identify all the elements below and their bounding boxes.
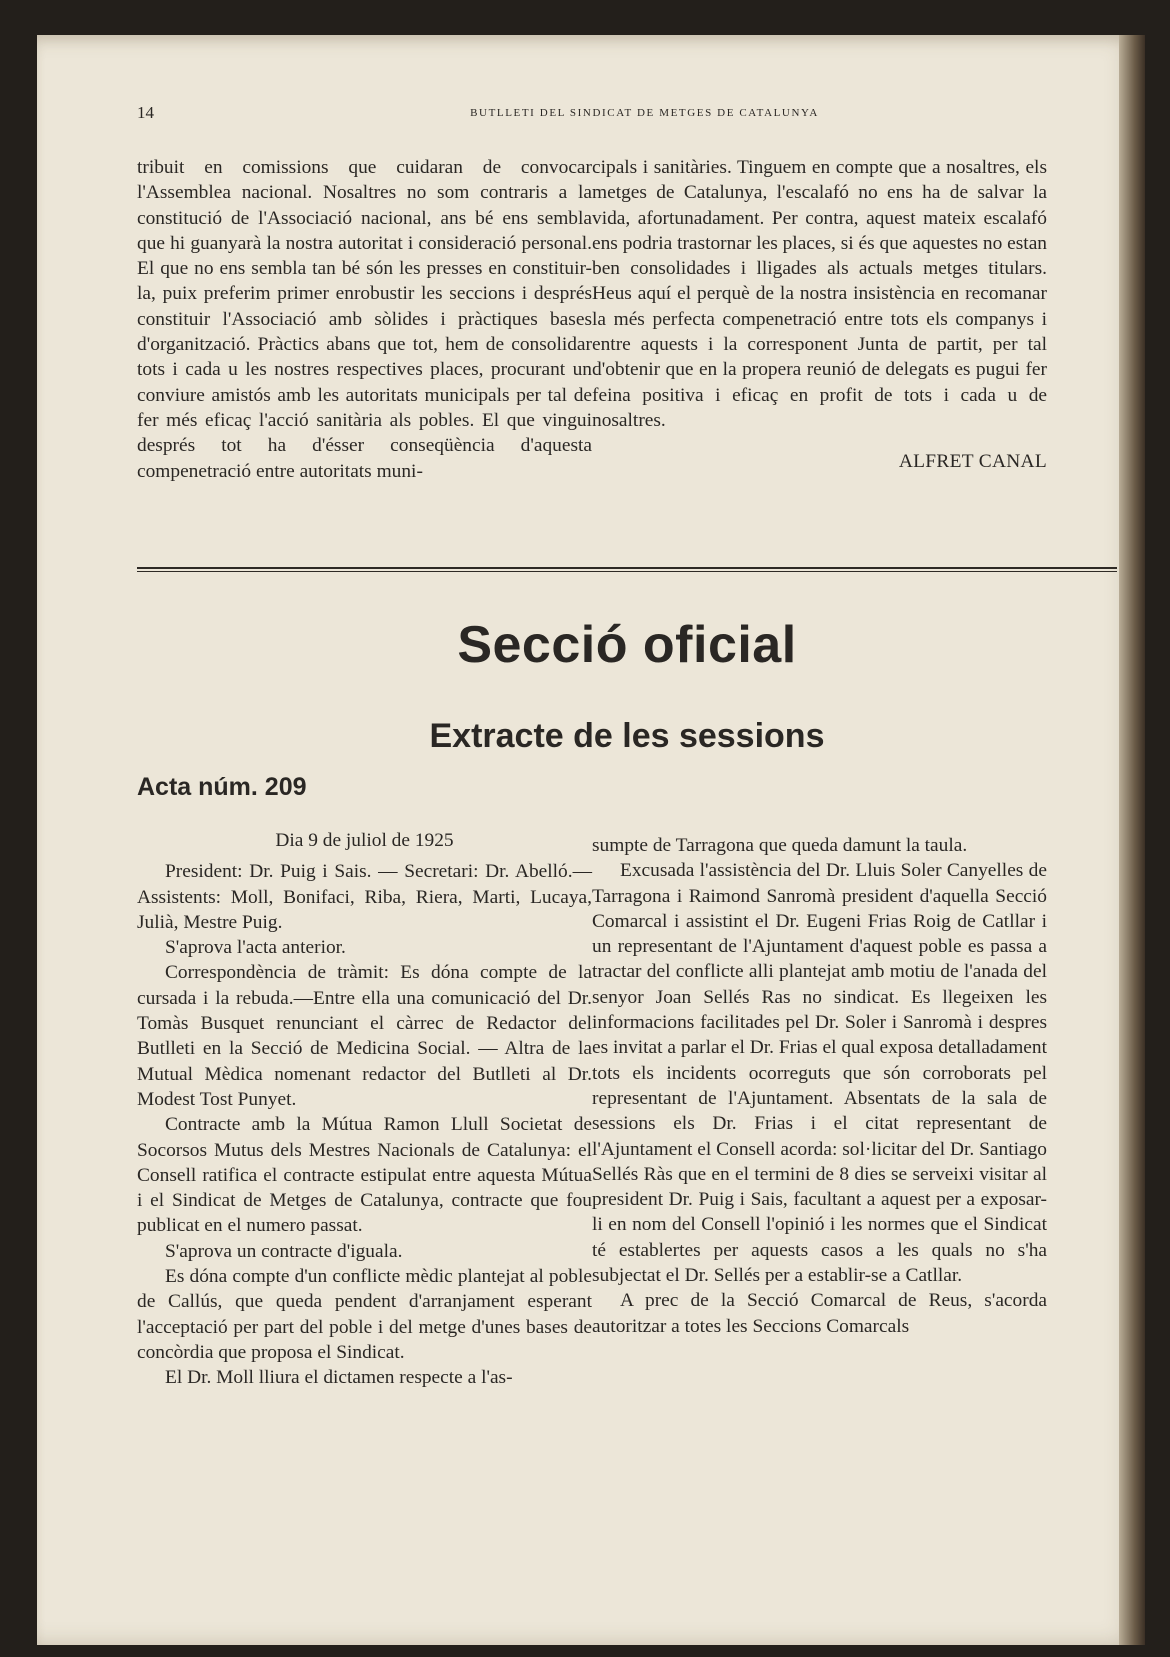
section-divider-thin	[137, 571, 1117, 572]
paragraph: tribuit en comissions que cuidaran de convocar l'Assemblea nacional. Nosaltres no som contraris a la constitució de l'Associació nacional, ans bé ens sembla que hi guanyarà la nostra autoritat i consideració personal. El que no ens sembla tan bé són les presses en constituir-la, puix preferim primer enrobustir les seccions i després constituir l'Associació amb sòlides i pràctiques bases d'organització. Pràctics abans que tot, hem de consolidar tots i cada u les nostres respectives places, procurant un conviure amistós amb les autoritats municipals per tal de fer més eficaç l'acció sanitària als pobles. El que vingui després tot ha d'ésser conseqüència d'aquesta compenetració entre autoritats muni-	[137, 157, 592, 482]
paragraph: President: Dr. Puig i Sais. — Secretari: Dr. Abelló.—Assistents: Moll, Bonifaci, Riba, Riera, Marti, Lucaya, Julià, Mestre Puig.	[137, 861, 592, 933]
section-divider-thick	[137, 567, 1117, 569]
top-right-column	[592, 155, 1047, 475]
paragraph: El Dr. Moll lliura el dictamen respecte a l'as-	[165, 1367, 513, 1389]
page	[37, 35, 1145, 1645]
paragraph: Correspondència de tràmit: Es dóna compte de la cursada i la rebuda.—Entre ella una comunicació del Dr. Tomàs Busquet renunciant el càrrec de Redactor del Butlleti en la Secció de Medicina Social. — Altra de la Mutual Mèdica nomenant redactor del Butlleti al Dr. Modest Tost Punyet.	[137, 962, 592, 1110]
top-left-column	[137, 155, 592, 484]
paragraph: cipals i sanitàries. Tinguem en compte que a nosaltres, els metges de Catalunya, l'escalafó no ens ha de salvar la vida, afortunadament. Per contra, aquest mateix escalafó ens podria trastornar les places, si és que aquestes no estan ben consolidades i lligades als actuals metges titulars. Heus aquí el perquè de la nostra insistència en recomanar la més perfecta compenetració entre tots els companys i entre aquests i la corresponent Junta de partit, per tal d'obtenir que en la propera reunió de delegats es pugui fer feina positiva i eficaç en profit de tots i cada u de nosaltres.	[592, 157, 1047, 431]
session-date: Dia 9 de juliol de 1925	[275, 830, 454, 851]
paragraph: S'aprova l'acta anterior.	[165, 937, 346, 959]
paragraph: S'aprova un contracte d'iguala.	[165, 1240, 403, 1262]
book-spine	[1119, 35, 1145, 1645]
page-number: 14	[137, 103, 154, 122]
section-subtitle: Extracte de les sessions	[429, 717, 825, 755]
section-title: Secció oficial	[457, 616, 797, 674]
paragraph: A prec de la Secció Comarcal de Reus, s'acorda autoritzar a totes les Seccions Comarcals	[592, 1290, 1047, 1337]
bottom-right-column	[592, 833, 1047, 1339]
paragraph: Es dóna compte d'un conflicte mèdic plantejat al poble de Callús, que queda pendent d'arranjament esperant l'acceptació per part del poble i del metge d'unes bases de concòrdia que proposa el Sindicat.	[137, 1266, 592, 1363]
running-header	[137, 103, 1112, 127]
running-title: BUTLLETI DEL SINDICAT DE METGES DE CATALUNYA	[470, 107, 819, 119]
paragraph: sumpte de Tarragona que queda damunt la taula.	[592, 835, 968, 856]
paragraph: Excusada l'assistència del Dr. Lluis Soler Canyelles de Tarragona i Raimond Sanromà president d'aquella Secció Comarcal i assistint el Dr. Eugeni Frias Roig de Catllar i un representant de l'Ajuntament d'aquest poble es passa a tractar del conflicte alli plantejat amb motiu de l'anada del senyor Joan Sellés Ras no sindicat. Es llegeixen les informacions facilitades pel Dr. Soler i Sanromà i despres es invitat a parlar el Dr. Frias el qual exposa detalladament tots els incidents ocorreguts que són corroborats pel representant de l'Ajuntament. Absentats de la sala de sessions els Dr. Frias i el citat representant de l'Ajuntament el Consell acorda: sol·licitar del Dr. Santiago Sellés Ràs que en el termini de 8 dies se serveixi visitar al president Dr. Puig i Sais, facultant a aquest per a exposar-li en nom del Consell l'opinió i les normes que el Sindicat té establertes per aquests casos a les quals no s'ha subjectat el Dr. Sellés per a establir-se a Catllar.	[592, 860, 1047, 1287]
paragraph: Contracte amb la Mútua Ramon Llull Societat de Socorsos Mutus dels Mestres Nacionals de Catalunya: el Consell ratifica el contracte estipulat entre aquesta Mútua i el Sindicat de Metges de Catalunya, contracte que fou publicat en el numero passat.	[137, 1114, 592, 1237]
author-signature: ALFRET CANAL	[898, 451, 1047, 473]
acta-heading: Acta núm. 209	[137, 773, 307, 801]
bottom-left-column	[137, 828, 592, 1391]
